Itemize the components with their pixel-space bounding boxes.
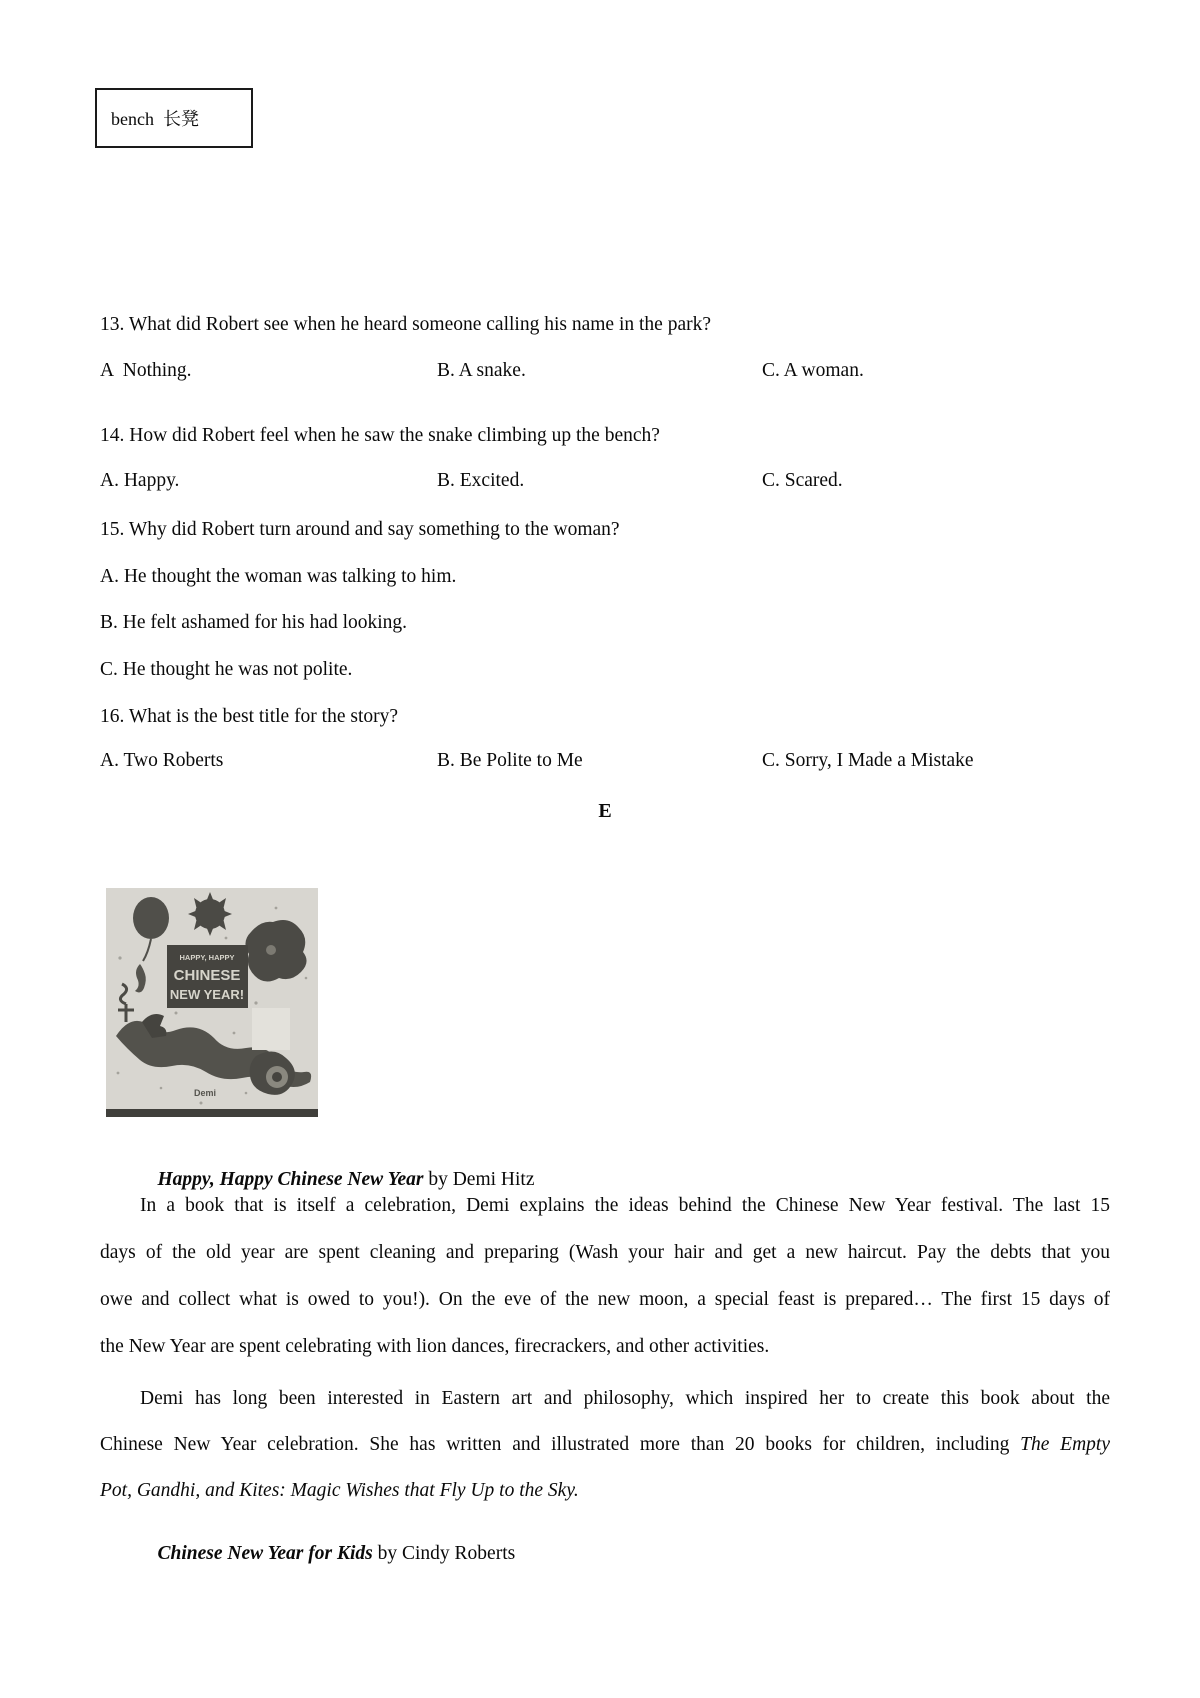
chinese-new-year-cover-illustration — [106, 888, 318, 1117]
section-letter: E — [598, 800, 612, 822]
text-segment: days of the old year are spent cleaning and preparing (Wash your hair and get a new haircut. Pay the debts that you — [100, 1242, 1110, 1263]
paragraph-line — [100, 1434, 1110, 1480]
sign-line-2: CHINESE — [173, 967, 241, 984]
question-15-text: 15. Why did Robert turn around and say something to the woman? — [100, 519, 620, 540]
paragraph-line — [100, 1336, 1110, 1383]
balloon-shape — [133, 897, 169, 939]
cover-bottom-strip — [106, 1109, 318, 1117]
question-16-option-b: B. Be Polite to Me — [437, 750, 583, 771]
paragraph-line — [100, 1388, 1110, 1434]
starburst — [188, 892, 232, 936]
question-13-option-a: A Nothing. — [100, 360, 192, 381]
question-14-option-b: B. Excited. — [437, 470, 525, 491]
question-15-option-c: C. He thought he was not polite. — [100, 659, 353, 680]
question-16-text: 16. What is the best title for the story? — [100, 706, 399, 727]
book1-title: Happy, Happy Chinese New Year — [157, 1169, 424, 1190]
question-13-option-b: B. A snake. — [437, 360, 526, 381]
question-14-options — [100, 470, 1110, 494]
question-14-option-a: A. Happy. — [100, 470, 180, 491]
paragraph-line — [100, 1242, 1110, 1289]
text-segment: Chinese New Year celebration. She has written and illustrated more than 20 books for children, including — [100, 1434, 1021, 1455]
book2-byline: by Cindy Roberts — [372, 1543, 516, 1564]
light-patch — [252, 1008, 290, 1050]
question-14-text: 14. How did Robert feel when he saw the snake climbing up the bench? — [100, 425, 660, 446]
paragraph-line — [100, 1195, 1110, 1242]
question-15-option-a: A. He thought the woman was talking to him. — [100, 566, 457, 587]
rosette-center — [266, 945, 276, 955]
question-13-options — [100, 360, 1110, 384]
sign-line-3: NEW YEAR! — [169, 987, 245, 1002]
question-16-options — [100, 750, 1110, 774]
text-segment: In a book that is itself a celebration, Demi explains the ideas behind the Chinese New Year festival. The last 15 — [140, 1195, 1110, 1216]
text-segment: the New Year are spent celebrating with lion dances, firecrackers, and other activities. — [100, 1336, 770, 1357]
question-16-option-a: A. Two Roberts — [100, 750, 224, 771]
paragraph-line — [100, 1480, 1110, 1526]
author-description-paragraph — [100, 1388, 1110, 1526]
book-cover-image — [106, 888, 318, 1117]
wheel-hub — [272, 1072, 282, 1082]
book2-heading — [138, 1521, 515, 1587]
question-13-option-c: C. A woman. — [762, 360, 864, 381]
book1-byline: by Demi Hitz — [423, 1169, 535, 1190]
question-15-option-b: B. He felt ashamed for his had looking. — [100, 612, 408, 633]
text-segment: Demi has long been interested in Eastern art and philosophy, which inspired her to create this book about the — [140, 1388, 1110, 1409]
italic-text-segment: The Empty — [1020, 1434, 1110, 1455]
cover-signature: Demi — [193, 1088, 217, 1098]
book2-title: Chinese New Year for Kids — [157, 1543, 373, 1564]
vocab-box — [95, 88, 253, 148]
book1-description-paragraph — [100, 1195, 1110, 1383]
question-14-option-c: C. Scared. — [762, 470, 843, 491]
rosette-shape — [245, 920, 306, 982]
question-13-text: 13. What did Robert see when he heard someone calling his name in the park? — [100, 314, 711, 335]
text-segment: owe and collect what is owed to you!). On the eve of the new moon, a special feast is prepared… The first 15 days of — [100, 1289, 1110, 1310]
sign-line-1: HAPPY, HAPPY — [179, 953, 235, 962]
italic-text-segment: Pot, Gandhi, and Kites: Magic Wishes that Fly Up to the Sky. — [100, 1480, 579, 1501]
vocab-text: bench 长凳 — [111, 109, 199, 129]
question-16-option-c: C. Sorry, I Made a Mistake — [762, 750, 974, 771]
paragraph-line — [100, 1289, 1110, 1336]
